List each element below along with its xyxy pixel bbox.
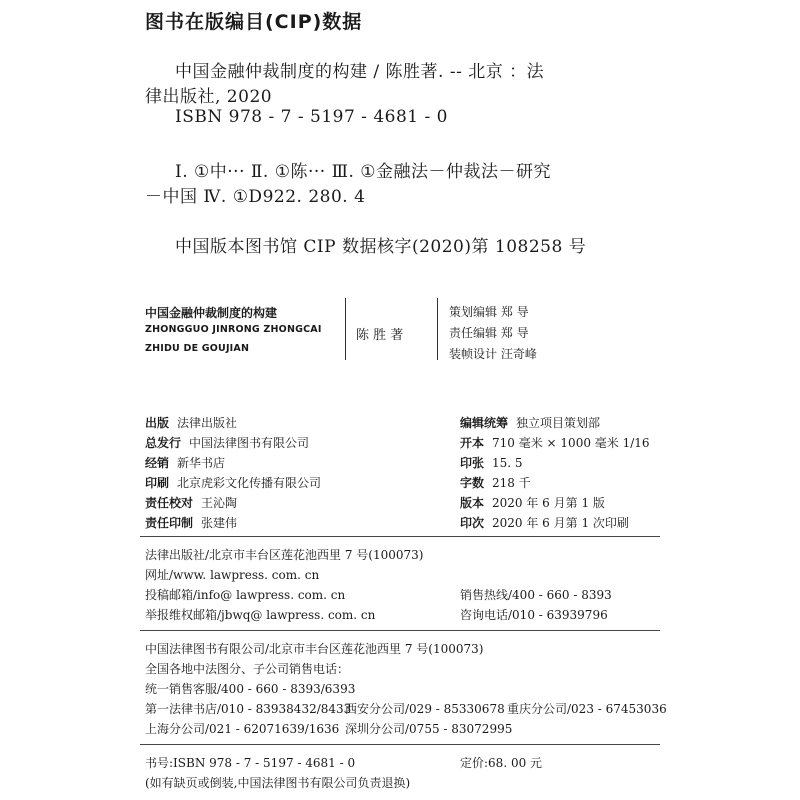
pub-edition: 版本 2020 年 6 月第 1 版	[460, 496, 605, 510]
pub-word-count: 字数 218 千	[460, 476, 531, 490]
divider-contact-top	[140, 536, 660, 537]
pub-format: 开本 710 毫米 × 1000 毫米 1/16	[460, 436, 650, 450]
sales-hotline: 销售热线/400 - 660 - 8393	[460, 588, 612, 602]
cip-isbn: ISBN 978 - 7 - 5197 - 4681 - 0	[175, 107, 448, 127]
pub-seller: 经销 新华书店	[145, 456, 226, 470]
pub-printer: 印刷 北京虎彩文化传播有限公司	[145, 476, 322, 490]
submission-email: 投稿邮箱/info@ lawpress. com. cn	[145, 588, 346, 602]
book-pinyin-line1: ZHONGGUO JINRONG ZHONGCAI	[145, 324, 322, 335]
branch-first-bookstore: 第一法律书店/010 - 83938432/8433	[145, 702, 352, 716]
pub-distributor: 总发行 中国法律图书有限公司	[145, 436, 310, 450]
consult-phone: 咨询电话/010 - 63939796	[460, 608, 608, 622]
distributor-address: 中国法律图书有限公司/北京市丰台区莲花池西里 7 号(100073)	[145, 642, 484, 656]
branch-xian: 西安分公司/029 - 85330678	[345, 702, 505, 716]
divider-distributor-top	[140, 630, 660, 631]
cip-class-line1: Ⅰ. ①中··· Ⅱ. ①陈··· Ⅲ. ①金融法－仲裁法－研究	[175, 162, 552, 182]
cip-entry-line1: 中国金融仲裁制度的构建 / 陈胜著. -- 北京 ：法	[175, 62, 545, 82]
divider-right	[437, 298, 438, 360]
branch-shenzhen: 深圳分公司/0755 - 83072995	[345, 722, 513, 736]
publisher-address: 法律出版社/北京市丰台区莲花池西里 7 号(100073)	[145, 548, 424, 562]
cip-record-number: 中国版本图书馆 CIP 数据核字(2020)第 108258 号	[175, 237, 587, 257]
divider-footer-top	[140, 744, 660, 745]
pub-sheets: 印张 15. 5	[460, 456, 523, 470]
distributor-service-line: 统一销售客服/400 - 660 - 8393/6393	[145, 682, 356, 696]
book-pinyin-line2: ZHIDU DE GOUJIAN	[145, 343, 250, 354]
role-planning-editor: 策划编辑 郑 导	[449, 305, 529, 319]
divider-left	[345, 298, 346, 360]
distributor-sales-header: 全国各地中法图分、子公司销售电话：	[145, 662, 350, 676]
publisher-website: 网址/www. lawpress. com. cn	[145, 568, 320, 582]
cip-entry-line2: 律出版社, 2020	[145, 87, 273, 107]
pub-publisher: 出版 法律出版社	[145, 416, 238, 430]
branch-shanghai: 上海分公司/021 - 62071639/1636	[145, 722, 340, 736]
book-price: 定价:68. 00 元	[460, 756, 543, 770]
book-title-cn: 中国金融仲裁制度的构建	[145, 306, 278, 320]
return-note: (如有缺页或倒装,中国法律图书有限公司负责退换)	[145, 776, 411, 790]
cip-class-line2: －中国 Ⅳ. ①D922. 280. 4	[145, 187, 366, 207]
pub-coordination: 编辑统筹 独立项目策划部	[460, 416, 601, 430]
pub-print-supervisor: 责任印制 张建伟	[145, 516, 238, 530]
branch-chongqing: 重庆分公司/023 - 67453036	[507, 702, 667, 716]
book-author: 陈 胜 著	[356, 328, 404, 343]
cip-heading: 图书在版编目(CIP)数据	[145, 11, 363, 33]
pub-printing: 印次 2020 年 6 月第 1 次印刷	[460, 516, 629, 530]
book-number: 书号:ISBN 978 - 7 - 5197 - 4681 - 0	[145, 756, 356, 770]
report-email: 举报维权邮箱/jbwq@ lawpress. com. cn	[145, 608, 376, 622]
role-cover-design: 装帧设计 汪奇峰	[449, 347, 537, 361]
pub-proofreader: 责任校对 王沁陶	[145, 496, 238, 510]
role-responsible-editor: 责任编辑 郑 导	[449, 326, 529, 340]
